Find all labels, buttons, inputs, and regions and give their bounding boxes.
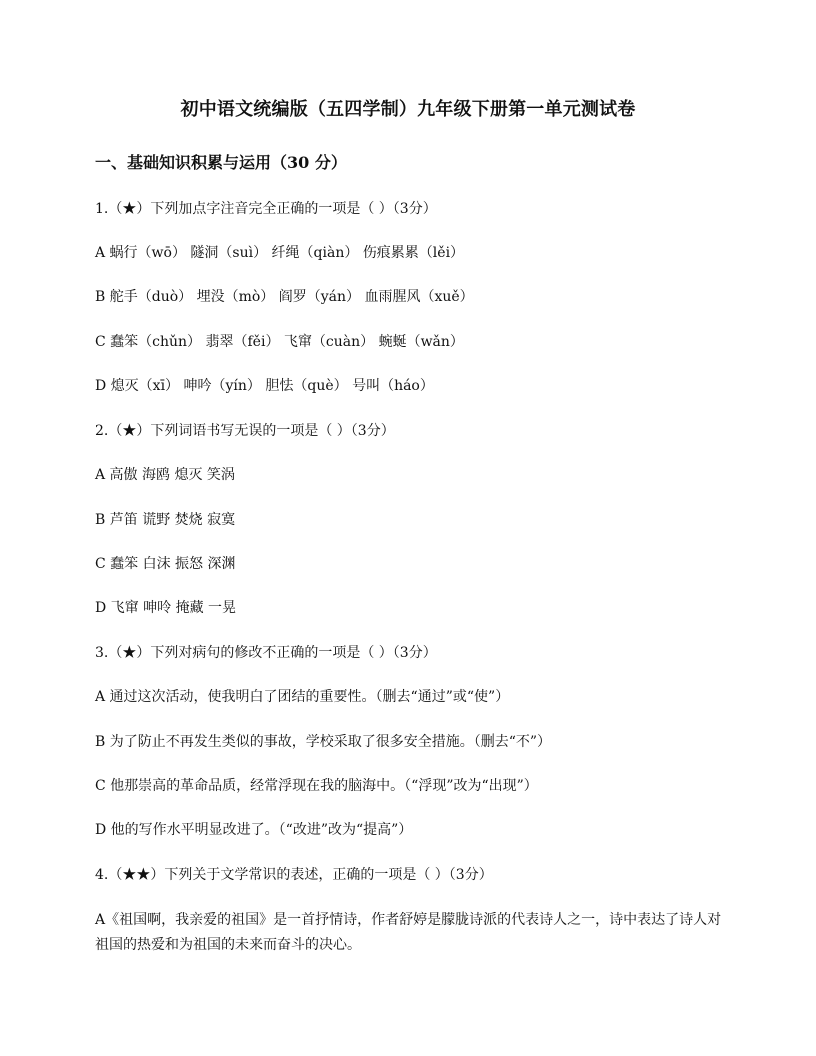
question-2-option-c: C 蠢笨 白沫 振怒 深渊 bbox=[95, 556, 236, 572]
question-1-stem: 1.（★）下列加点字注音完全正确的一项是（ ）（3分） bbox=[95, 201, 437, 217]
section-heading: 一、基础知识积累与运用（30 分） bbox=[95, 153, 347, 172]
question-1-option-a: A 蜗行（wō） 隧洞（suì） 纤绳（qiàn） 伤痕累累（lěi） bbox=[95, 245, 465, 261]
question-3-option-d: D 他的写作水平明显改进了。（“改进”改为“提高”） bbox=[95, 822, 413, 838]
question-3-stem: 3.（★）下列对病句的修改不正确的一项是（ ）（3分） bbox=[95, 645, 437, 661]
page-title: 初中语文统编版（五四学制）九年级下册第一单元测试卷 bbox=[180, 99, 636, 120]
question-1-option-c: C 蠢笨（chǔn） 翡翠（fěi） 飞窜（cuàn） 蜿蜒（wǎn） bbox=[95, 334, 464, 350]
question-2-option-d: D 飞窜 呻呤 掩藏 一晃 bbox=[95, 600, 237, 616]
question-4-stem: 4.（★★）下列关于文学常识的表述，正确的一项是（ ）（3分） bbox=[95, 867, 493, 883]
question-4-option-a: A《祖国啊，我亲爱的祖国》是一首抒情诗，作者舒婷是朦胧诗派的代表诗人之一，诗中表达了诗人对祖国的热爱和为祖国的未来而奋斗的决心。 bbox=[95, 912, 722, 953]
question-3-option-b: B 为了防止不再发生类似的事故，学校采取了很多安全措施。（删去“不”） bbox=[95, 734, 552, 750]
question-3-option-a: A 通过这次活动，使我明白了团结的重要性。（删去“通过”或“使”） bbox=[95, 689, 510, 705]
question-1-option-b: B 舵手（duò） 埋没（mò） 阎罗（yán） 血雨腥风（xuě） bbox=[95, 289, 474, 305]
question-1-option-d: D 熄灭（xī） 呻吟（yín） 胆怯（què） 号叫（háo） bbox=[95, 378, 434, 394]
question-2-option-b: B 芦笛 谎野 焚烧 寂寞 bbox=[95, 512, 236, 528]
question-2-stem: 2.（★）下列词语书写无误的一项是（ ）（3分） bbox=[95, 423, 395, 439]
question-2-option-a: A 高傲 海鸥 熄灭 笑涡 bbox=[95, 467, 235, 483]
question-3-option-c: C 他那崇高的革命品质，经常浮现在我的脑海中。（“浮现”改为“出现”） bbox=[95, 778, 538, 794]
